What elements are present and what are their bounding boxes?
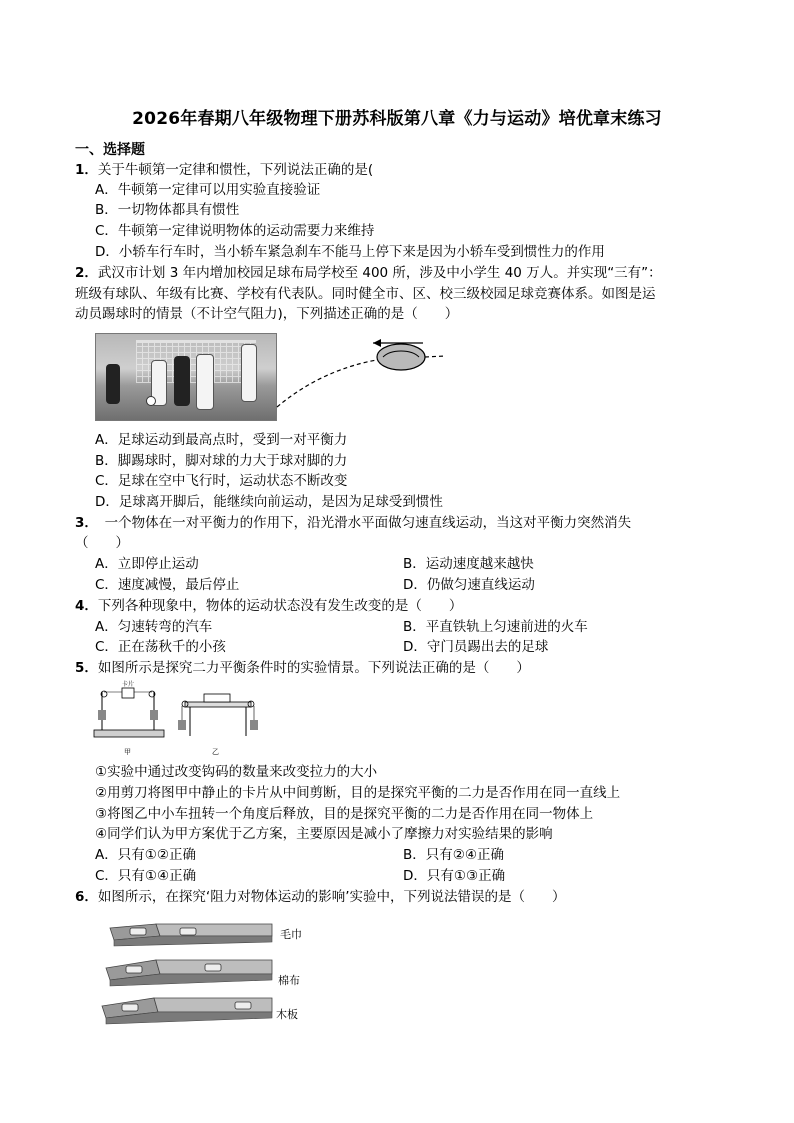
balance-experiment-diagram xyxy=(92,680,267,760)
hook-weight xyxy=(178,720,186,730)
q1-option-d: D．小轿车行车时，当小轿车紧急刹车不能马上停下来是因为小轿车受到惯性力的作用 xyxy=(95,244,605,260)
surface-label-wood: 木板 xyxy=(276,1008,298,1021)
question-2-stem-line-1 xyxy=(75,263,662,283)
q1-option-a: A．牛顿第一定律可以用实验直接验证 xyxy=(95,182,321,198)
resistance-ramp-diagram xyxy=(100,920,325,1045)
q4-option-b: B．平直铁轨上匀速前进的火车 xyxy=(403,619,588,635)
question-2-stem-line-3: 动员踢球时的情景（不计空气阻力)，下列描述正确的是（ ） xyxy=(75,306,459,322)
question-6-stem xyxy=(75,887,566,907)
q5-option-a: A．只有①②正确 xyxy=(95,847,196,863)
question-number: 1． xyxy=(75,162,98,178)
question-3-stem-line-1 xyxy=(75,513,631,533)
question-text: 一个物体在一对平衡力的作用下，沿光滑水平面做匀速直线运动，当这对平衡力突然消失 xyxy=(91,515,632,531)
player-figure xyxy=(196,354,214,410)
card xyxy=(122,688,134,698)
table-top xyxy=(185,702,251,707)
question-number: 2． xyxy=(75,265,98,281)
question-number: 4． xyxy=(75,598,98,614)
q3-option-c: C．速度减慢，最后停止 xyxy=(95,577,240,593)
ramp-surface xyxy=(154,998,272,1012)
q3-option-d: D．仍做匀速直线运动 xyxy=(403,577,535,593)
question-2-stem-line-2: 班级有球队、年级有比赛、学校有代表队。同时健全市、区、校三级校园足球竞赛体系。如图是运 xyxy=(75,286,656,302)
q5-option-d: D．只有①③正确 xyxy=(403,868,506,884)
trajectory-dashed-curve xyxy=(277,359,383,407)
trajectory-dashed-tail xyxy=(425,356,445,357)
player-figure xyxy=(174,356,190,406)
toy-cart xyxy=(126,966,142,973)
question-text: 武汉市计划 3 年内增加校园足球布局学校至 400 所，涉及中小学生 40 万人。并实现“三有”： xyxy=(97,265,662,281)
card-label: 卡片 xyxy=(122,681,135,688)
ball-trajectory-diagram xyxy=(275,335,455,425)
question-number: 5． xyxy=(75,660,98,676)
question-text: 如图所示是探究二力平衡条件时的实验情景。下列说法正确的是（ ） xyxy=(97,660,530,676)
q1-option-b: B．一切物体都具有惯性 xyxy=(95,202,240,218)
q4-option-d: D．守门员踢出去的足球 xyxy=(403,639,549,655)
question-number: 6． xyxy=(75,889,98,905)
cart xyxy=(204,694,230,702)
ramp-surface xyxy=(156,924,272,936)
question-3-stem-line-2: （ ） xyxy=(75,535,129,551)
q2-option-d: D．足球离开脚后，能继续向前运动，是因为足球受到惯性 xyxy=(95,494,443,510)
question-1-stem xyxy=(75,160,373,180)
q5-option-b: B．只有②④正确 xyxy=(403,847,504,863)
question-5-stem xyxy=(75,658,530,678)
q5-option-c: C．只有①④正确 xyxy=(95,868,197,884)
q5-statement-4: ④同学们认为甲方案优于乙方案，主要原因是减小了摩擦力对实验结果的影响 xyxy=(95,826,553,842)
q5-statement-3: ③将图乙中小车扭转一个角度后释放，目的是探究平衡的二力是否作用在同一物体上 xyxy=(95,806,594,822)
toy-cart xyxy=(205,964,221,971)
q4-option-c: C．正在荡秋千的小孩 xyxy=(95,639,226,655)
direction-arrow-head xyxy=(373,339,381,347)
hook-weight xyxy=(98,710,106,720)
q4-option-a: A．匀速转弯的汽车 xyxy=(95,619,213,635)
soccer-ball xyxy=(146,396,156,406)
q2-option-b: B．脚踢球时，脚对球的力大于球对脚的力 xyxy=(95,453,348,469)
apparatus-base xyxy=(94,730,164,737)
question-4-stem xyxy=(75,596,462,616)
q3-option-b: B．运动速度越来越快 xyxy=(403,556,534,572)
q5-statement-2: ②用剪刀将图甲中静止的卡片从中间剪断，目的是探究平衡的二力是否作用在同一直线上 xyxy=(95,785,621,801)
question-text: 下列各种现象中，物体的运动状态没有发生改变的是（ ） xyxy=(97,598,463,614)
hook-weight xyxy=(250,720,258,730)
player-figure xyxy=(241,344,257,402)
figure-a-label: 甲 xyxy=(124,748,131,756)
q2-option-c: C．足球在空中飞行时，运动状态不断改变 xyxy=(95,473,348,489)
toy-cart xyxy=(235,1002,251,1009)
hook-weight xyxy=(150,710,158,720)
surface-label-cotton: 棉布 xyxy=(278,974,300,987)
q3-option-a: A．立即停止运动 xyxy=(95,556,199,572)
ball-ellipse xyxy=(377,344,425,370)
section-heading: 一、选择题 xyxy=(75,142,145,158)
question-number: 3． xyxy=(75,515,92,531)
toy-cart xyxy=(122,1004,138,1011)
question-text: 如图所示，在探究‘阻力对物体运动的影响’实验中，下列说法错误的是（ ） xyxy=(97,889,566,905)
player-figure xyxy=(106,364,120,404)
page-title: 2026年春期八年级物理下册苏科版第八章《力与运动》培优章末练习 xyxy=(132,109,662,129)
toy-cart xyxy=(180,928,196,935)
q2-option-a: A．足球运动到最高点时，受到一对平衡力 xyxy=(95,432,348,448)
q1-option-c: C．牛顿第一定律说明物体的运动需要力来维持 xyxy=(95,223,375,239)
question-text: 关于牛顿第一定律和惯性，下列说法正确的是( xyxy=(97,162,374,178)
toy-cart xyxy=(130,928,146,935)
surface-label-towel: 毛巾 xyxy=(280,928,302,941)
q5-statement-1: ①实验中通过改变钩码的数量来改变拉力的大小 xyxy=(95,764,378,780)
soccer-photo xyxy=(95,333,277,421)
figure-b-label: 乙 xyxy=(212,748,219,756)
